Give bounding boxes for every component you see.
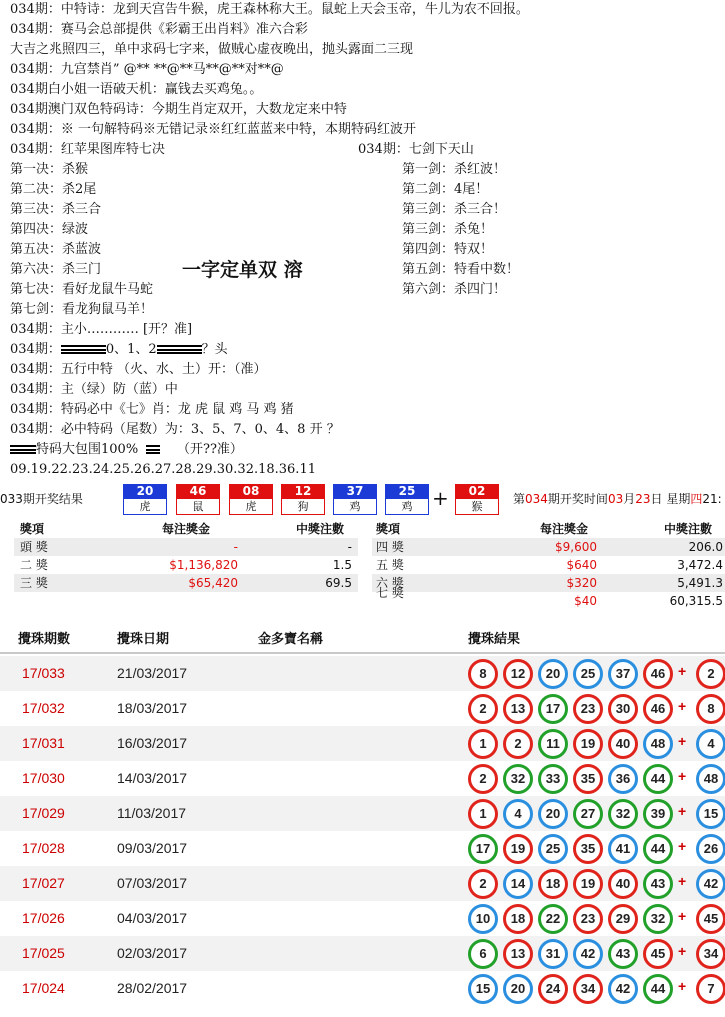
result-ball: 14: [503, 869, 533, 899]
prize-name: 三 獎: [20, 576, 48, 590]
result-date: 04/03/2017: [117, 910, 188, 926]
left-item: 第四决：绿波: [10, 222, 89, 237]
prize-name: 四 獎: [376, 540, 404, 554]
result-date: 07/03/2017: [117, 875, 188, 891]
result-row: [0, 796, 725, 831]
result-ball: 41: [608, 834, 638, 864]
prize-header-count: 中獎注數: [664, 522, 713, 536]
text-line-2: 034期：赛马会总部提供《彩霸王出肖料》准六合彩: [10, 22, 308, 37]
result-period[interactable]: 17/031: [22, 735, 65, 751]
plus-sign: +: [678, 698, 687, 714]
right-item: 第三剑：杀三合！: [402, 202, 507, 217]
result-ball: 44: [643, 974, 673, 1004]
text-line-1: 034期：中特诗：龙到天宫告牛猴，虎王森林称大王。鼠蛇上天会玉帝，牛儿为农不回报。: [10, 2, 529, 17]
prize-row: [372, 586, 725, 608]
result-period[interactable]: 17/026: [22, 910, 65, 926]
stamp-text: 一字定单双 溶: [182, 259, 303, 281]
text-line-7: 034期：※ 一句解特码※无错记录※红红蓝蓝来中特，本期特码红波开: [10, 122, 416, 137]
result-special-ball: 42: [696, 869, 725, 899]
result-ball: 20: [538, 799, 568, 829]
result-ball: 25: [573, 659, 603, 689]
text-line-3: 大吉之兆照四三，单中求码七字来，做贼心虚夜晚出，抛头露面二三现: [10, 42, 414, 57]
left-item: 第六决：杀三门: [10, 262, 102, 277]
result-ball: 40: [608, 869, 638, 899]
ball-number: 12: [281, 484, 325, 499]
result-ball: 10: [468, 904, 498, 934]
plus-sign: +: [678, 733, 687, 749]
result-ball: 23: [573, 904, 603, 934]
draw-label: 033期开奖结果: [0, 492, 83, 506]
result-ball: 13: [503, 939, 533, 969]
prize-name: 二 獎: [20, 558, 48, 572]
result-ball: 1: [468, 729, 498, 759]
ball-zodiac: 虎: [229, 499, 273, 515]
result-period[interactable]: 17/032: [22, 700, 65, 716]
prize-header-count: 中獎注數: [296, 522, 345, 536]
prize-name: 七 獎: [376, 586, 404, 600]
ball-zodiac: 鸡: [333, 499, 377, 515]
lower-line-7-suffix: （开??准）: [176, 442, 243, 457]
prize-header-item: 獎項: [20, 522, 45, 536]
result-ball: 48: [643, 729, 673, 759]
result-special-ball: 2: [696, 659, 725, 689]
result-special-ball: 45: [696, 904, 725, 934]
plus-sign: +: [678, 838, 687, 854]
prize-count: 3,472.4: [677, 558, 723, 572]
result-ball: 43: [608, 939, 638, 969]
result-row: [0, 726, 725, 761]
prize-amount: $320: [566, 576, 597, 590]
result-ball: 40: [608, 729, 638, 759]
result-ball: 27: [573, 799, 603, 829]
result-period[interactable]: 17/024: [22, 980, 65, 996]
result-ball: 44: [643, 834, 673, 864]
prize-row: [372, 574, 725, 592]
result-ball: 17: [538, 694, 568, 724]
bar-icon: [157, 345, 202, 354]
result-ball: 42: [573, 939, 603, 969]
prize-amount: $1,136,820: [169, 558, 238, 572]
result-ball: 13: [503, 694, 533, 724]
ball-zodiac: 鸡: [385, 499, 429, 515]
header-result: 攪珠結果: [468, 632, 521, 647]
right-column-heading: 034期：七剑下天山: [358, 142, 474, 157]
lower-line-7-text: 特码大包围100%: [36, 442, 139, 457]
lower-line-7: [10, 440, 243, 460]
prize-amount: $65,420: [188, 576, 238, 590]
ball-number: 02: [455, 484, 499, 499]
results-header: [0, 628, 725, 654]
result-ball: 18: [538, 869, 568, 899]
plus-sign: +: [678, 803, 687, 819]
result-date: 21/03/2017: [117, 665, 188, 681]
ball-number: 46: [176, 484, 220, 499]
prize-table-right: [372, 520, 725, 608]
result-row: [0, 656, 725, 691]
result-ball: 22: [538, 904, 568, 934]
plus-sign: +: [678, 663, 687, 679]
draw-results-bar: [0, 482, 725, 518]
left-item: 第七剑：看龙狗鼠马羊！: [10, 302, 154, 317]
lower-line-5: 034期：特码必中《七》肖：龙 虎 鼠 鸡 马 鸡 猪: [10, 402, 294, 417]
result-ball: 35: [573, 764, 603, 794]
result-special-ball: 48: [696, 764, 725, 794]
next-draw-time: 第034期开奖时间03月23日 星期四21:: [513, 492, 722, 506]
bar-icon: [146, 445, 160, 454]
left-item: 第二决：杀2尾: [10, 182, 97, 197]
result-ball: 2: [468, 869, 498, 899]
ball-zodiac: 虎: [123, 499, 167, 515]
result-ball: 2: [503, 729, 533, 759]
result-ball: 39: [643, 799, 673, 829]
right-item: 第五剑：特看中数！: [402, 262, 520, 277]
lower-line-1: 034期：主小………… [开？准]: [10, 322, 193, 337]
result-ball: 32: [643, 904, 673, 934]
ball-zodiac: 狗: [281, 499, 325, 515]
prize-amount: $640: [566, 558, 597, 572]
result-ball: 30: [608, 694, 638, 724]
draw-ball: [333, 484, 377, 516]
result-period[interactable]: 17/033: [22, 665, 65, 681]
result-special-ball: 26: [696, 834, 725, 864]
result-row: [0, 971, 725, 1006]
lower-line-3: 034期：五行中特 （火、水、土）开：（准）: [10, 362, 267, 377]
draw-ball: [123, 484, 167, 516]
result-ball: 17: [468, 834, 498, 864]
result-period[interactable]: 17/025: [22, 945, 65, 961]
plus-sign: +: [678, 908, 687, 924]
prize-count: 5,491.3: [677, 576, 723, 590]
draw-ball: [229, 484, 273, 516]
result-special-ball: 7: [696, 974, 725, 1004]
prize-name: 頭 獎: [20, 540, 48, 554]
prize-name: 六 獎: [376, 576, 404, 590]
text-line-6: 034期澳门双色特码诗：今期生肖定双开，大数龙定来中特: [10, 102, 347, 117]
ball-zodiac: 鼠: [176, 499, 220, 515]
result-ball: 46: [643, 694, 673, 724]
result-ball: 4: [503, 799, 533, 829]
result-row: [0, 691, 725, 726]
result-row: [0, 866, 725, 901]
result-period[interactable]: 17/027: [22, 875, 65, 891]
result-ball: 33: [538, 764, 568, 794]
result-ball: 18: [503, 904, 533, 934]
result-date: 09/03/2017: [117, 840, 188, 856]
prize-count: 206.0: [688, 540, 723, 554]
plus-sign: +: [432, 486, 449, 510]
result-special-ball: 8: [696, 694, 725, 724]
result-ball: 42: [608, 974, 638, 1004]
right-item: 第三剑：杀兔！: [402, 222, 494, 237]
draw-ball: [281, 484, 325, 516]
prize-header-amount: 每注獎金: [540, 522, 589, 536]
lower-line-6: 034期：必中特码（尾数）为：3、5、7、0、4、8 开 ？: [10, 422, 340, 437]
prize-row: [372, 538, 725, 556]
draw-ball: [385, 484, 429, 516]
bar-icon: [10, 445, 36, 454]
prize-header: [372, 520, 725, 538]
result-period[interactable]: 17/028: [22, 840, 65, 856]
lower-line-2-prefix: 034期：: [10, 342, 61, 357]
lower-line-4: 034期：主（绿）防（蓝）中: [10, 382, 178, 397]
result-ball: 15: [468, 974, 498, 1004]
plus-sign: +: [678, 943, 687, 959]
prize-row: [14, 556, 358, 574]
prize-table-left: [14, 520, 358, 592]
prize-count: 1.5: [332, 558, 352, 572]
result-ball: 25: [538, 834, 568, 864]
result-special-ball: 15: [696, 799, 725, 829]
result-row: [0, 761, 725, 796]
number-list: 09.19.22.23.24.25.26.27.28.29.30.32.18.36.11: [10, 462, 316, 477]
result-ball: 37: [608, 659, 638, 689]
prize-header-amount: 每注獎金: [162, 522, 211, 536]
result-ball: 20: [538, 659, 568, 689]
right-item: 第六剑：杀四门！: [402, 282, 507, 297]
prize-header: [14, 520, 358, 538]
result-ball: 19: [573, 869, 603, 899]
result-period[interactable]: 17/029: [22, 805, 65, 821]
left-item: 第五决：杀蓝波: [10, 242, 102, 257]
result-ball: 11: [538, 729, 568, 759]
header-date: 攪珠日期: [117, 632, 170, 647]
draw-ball: [176, 484, 220, 516]
result-ball: 2: [468, 694, 498, 724]
result-ball: 32: [608, 799, 638, 829]
result-ball: 19: [573, 729, 603, 759]
result-date: 02/03/2017: [117, 945, 188, 961]
result-ball: 44: [643, 764, 673, 794]
result-ball: 34: [573, 974, 603, 1004]
plus-sign: +: [678, 978, 687, 994]
result-ball: 24: [538, 974, 568, 1004]
result-date: 11/03/2017: [117, 805, 187, 821]
prize-count: 60,315.5: [669, 594, 723, 608]
result-date: 14/03/2017: [117, 770, 188, 786]
result-date: 28/02/2017: [117, 980, 188, 996]
prize-name: 五 獎: [376, 558, 404, 572]
result-ball: 35: [573, 834, 603, 864]
result-ball: 8: [468, 659, 498, 689]
result-ball: 12: [503, 659, 533, 689]
result-ball: 2: [468, 764, 498, 794]
ball-zodiac: 猴: [455, 499, 499, 515]
left-column-heading: 034期：红苹果图库特七决: [10, 142, 165, 157]
ball-number: 20: [123, 484, 167, 499]
lower-line-2: [10, 340, 228, 360]
prize-header-item: 獎項: [376, 522, 401, 536]
right-item: 第一剑：杀红波！: [402, 162, 507, 177]
result-ball: 1: [468, 799, 498, 829]
ball-number: 37: [333, 484, 377, 499]
result-special-ball: 4: [696, 729, 725, 759]
result-ball: 31: [538, 939, 568, 969]
prize-row: [14, 538, 358, 556]
result-ball: 36: [608, 764, 638, 794]
prize-count: 69.5: [325, 576, 352, 590]
result-ball: 45: [643, 939, 673, 969]
result-special-ball: 34: [696, 939, 725, 969]
prize-count: -: [347, 540, 352, 554]
right-item: 第四剑：特双！: [402, 242, 494, 257]
prize-row: [14, 574, 358, 592]
bar-icon: [61, 345, 106, 354]
right-item: 第二剑：4尾！: [402, 182, 489, 197]
prize-amount: $9,600: [555, 540, 597, 554]
text-line-4: 034期：九宫禁肖” @** **@**马**@**对**@: [10, 62, 284, 77]
special-ball: [455, 484, 499, 516]
ball-number: 25: [385, 484, 429, 499]
result-ball: 29: [608, 904, 638, 934]
result-date: 16/03/2017: [117, 735, 188, 751]
lower-line-2-suffix: ？头: [201, 342, 228, 357]
prize-amount: $40: [574, 594, 597, 608]
left-item: 第七决：看好龙鼠牛马蛇: [10, 282, 154, 297]
left-item: 第一决：杀猴: [10, 162, 89, 177]
plus-sign: +: [678, 873, 687, 889]
prize-amount: -: [233, 540, 238, 554]
ball-number: 08: [229, 484, 273, 499]
header-name: 金多寶名稱: [258, 632, 324, 647]
left-item: 第三决：杀三合: [10, 202, 102, 217]
result-ball: 6: [468, 939, 498, 969]
result-row: [0, 831, 725, 866]
result-date: 18/03/2017: [117, 700, 188, 716]
result-row: [0, 901, 725, 936]
plus-sign: +: [678, 768, 687, 784]
result-ball: 23: [573, 694, 603, 724]
text-line-5: 034期白小姐一语破天机：赢钱去买鸡兔。。: [10, 82, 263, 97]
prize-row: [372, 556, 725, 574]
result-ball: 46: [643, 659, 673, 689]
result-ball: 32: [503, 764, 533, 794]
result-row: [0, 936, 725, 971]
lower-line-2-middle: 0、1、2: [105, 342, 157, 357]
header-period: 攪珠期數: [18, 632, 71, 647]
result-ball: 20: [503, 974, 533, 1004]
result-period[interactable]: 17/030: [22, 770, 65, 786]
result-ball: 43: [643, 869, 673, 899]
result-ball: 19: [503, 834, 533, 864]
